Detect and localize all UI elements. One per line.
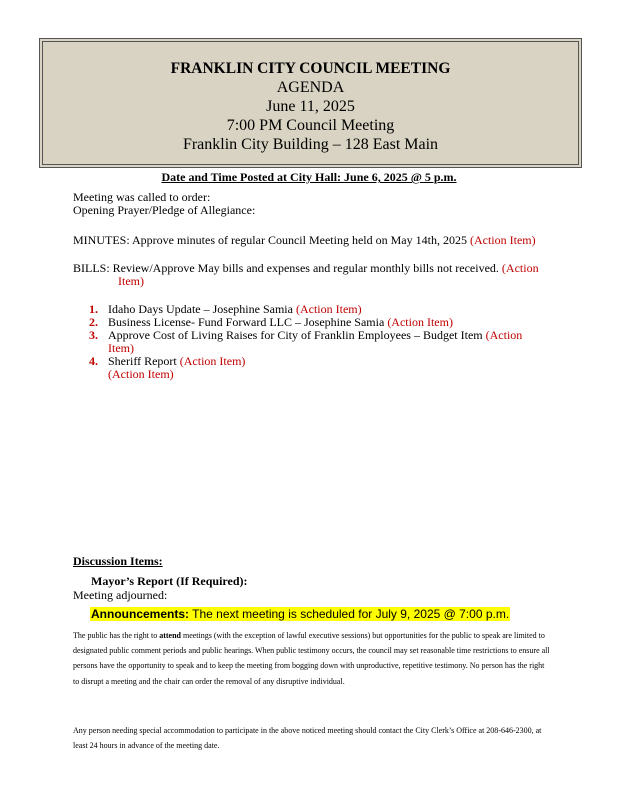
list-item <box>73 329 543 355</box>
bills-item <box>73 262 553 275</box>
item-text: Approve Cost of Living Raises for City of Franklin Employees – Budget Item <box>108 328 483 342</box>
public-notice <box>73 628 551 689</box>
item-action: (Action Item) <box>108 328 523 355</box>
item-text: Idaho Days Update – Josephine Samia <box>108 302 293 316</box>
announcement-highlight <box>90 607 510 621</box>
item-number: 2. <box>89 315 98 329</box>
item-action: (Action Item) <box>295 302 362 316</box>
meeting-title: FRANKLIN CITY COUNCIL MEETING <box>170 60 451 77</box>
item-text: Business License- Fund Forward LLC – Josephine Samia <box>108 315 385 329</box>
item-number: 1. <box>89 302 98 316</box>
item-number: 3. <box>89 328 98 342</box>
posted-notice: Date and Time Posted at City Hall: June 6, 2025 @ 5 p.m. <box>161 170 457 184</box>
public-notice-emphasis: attend <box>159 631 181 640</box>
agenda-subtitle: AGENDA <box>276 79 345 96</box>
agenda-header-box <box>39 38 582 168</box>
announcement-text: The next meeting is scheduled for July 9, 2025 @ 7:00 p.m. <box>192 607 510 621</box>
opening-prayer: Opening Prayer/Pledge of Allegiance: <box>73 203 256 217</box>
item-action: (Action Item) <box>387 315 453 329</box>
item-text: Sheriff Report <box>108 354 177 368</box>
meeting-time: 7:00 PM Council Meeting <box>226 117 395 134</box>
meeting-adjourned: Meeting adjourned: <box>73 588 168 602</box>
public-notice-after: meetings (with the exception of lawful executive sessions) but opportunities for the public to speak are limited to designated public comment periods and public hearings. When public testimony occurs, the council may set reasonable time restrictions to ensure all persons have the opportunity to speak and to keep the meeting from bogging down with unproductive, repetitive testimony. No person has the right to disrupt a meeting and the chair can order the removal of any disruptive individual. <box>73 631 550 686</box>
bills-text: BILLS: Review/Approve May bills and expenses and regular monthly bills not received. <box>73 261 499 275</box>
announcement-label: Announcements: <box>91 607 190 621</box>
accommodation-notice: Any person needing special accommodation to participate in the above noticed meeting should contact the City Clerk’s Office at 208-646-2300, at least 24 hours in advance of the meeting date. <box>73 726 542 751</box>
mayor-report: Mayor’s Report (If Required): <box>91 574 248 588</box>
item-number: 4. <box>89 354 98 368</box>
minutes-item <box>73 234 536 247</box>
bills-action-2: Item) <box>118 274 144 288</box>
minutes-text: MINUTES: Approve minutes of regular Council Meeting held on May 14th, 2025 <box>73 233 467 247</box>
meeting-location: Franklin City Building – 128 East Main <box>182 136 439 153</box>
list-item <box>73 355 543 381</box>
item-action: (Action Item) <box>179 354 246 368</box>
bills-action-1: (Action <box>501 261 539 275</box>
meeting-date: June 11, 2025 <box>266 98 355 115</box>
public-notice-before: The public has the right to <box>73 631 158 640</box>
minutes-action: (Action Item) <box>469 233 536 247</box>
agenda-items-list <box>73 303 543 381</box>
item-extra-action: (Action Item) <box>108 367 174 381</box>
discussion-heading: Discussion Items: <box>73 554 163 568</box>
called-to-order: Meeting was called to order: <box>73 190 211 204</box>
